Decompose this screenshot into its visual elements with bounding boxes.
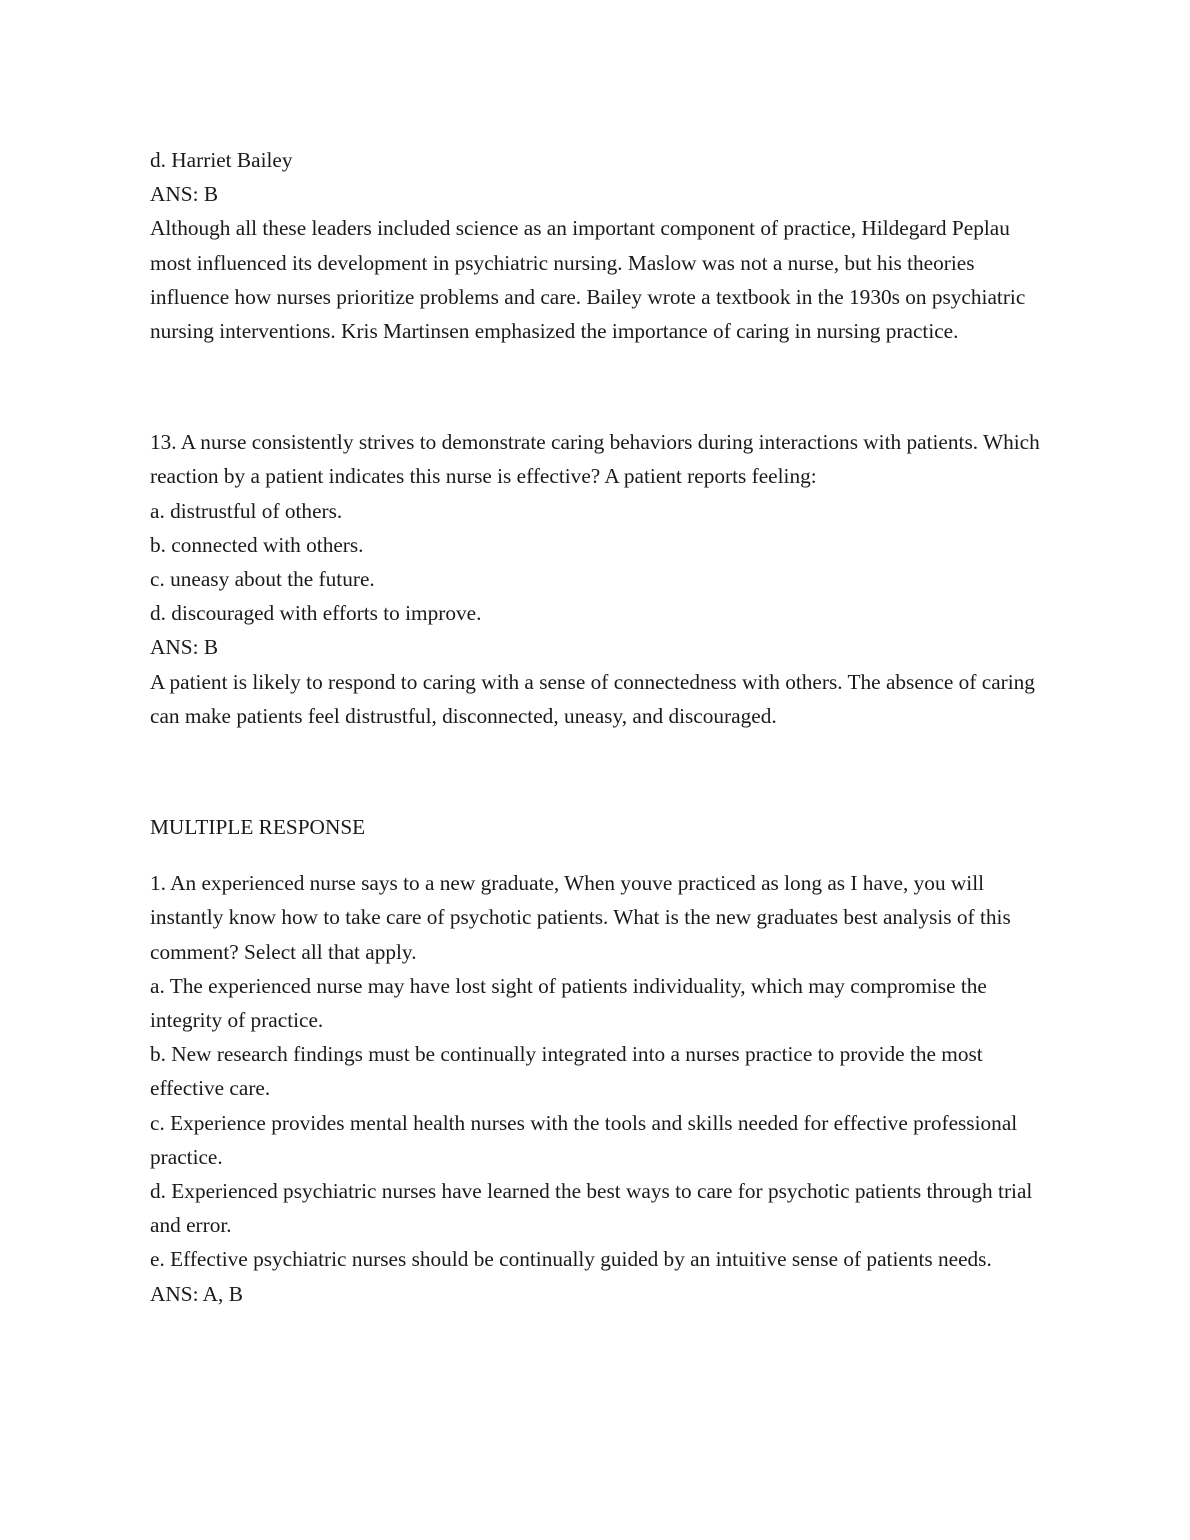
q13-choice-d: d. discouraged with efforts to improve. — [150, 601, 482, 626]
mr1-choice-b: b. New research findings must be continually integrated into a nurses practice to provide the most effective care. — [150, 1042, 983, 1101]
mr1-choice-a: a. The experienced nurse may have lost sight of patients individuality, which may compromise the integrity of practice. — [150, 973, 987, 1033]
spacer — [150, 348, 1050, 425]
prev-choice-d: d. Harriet Bailey — [150, 148, 293, 172]
q13-choice-b: b. connected with others. — [150, 532, 364, 557]
spacer — [150, 733, 1050, 810]
mr1-choice-e: e. Effective psychiatric nurses should be continually guided by an intuitive sense of patients needs. — [150, 1247, 992, 1272]
mr1-choice-c: c. Experience provides mental health nurses with the tools and skills needed for effective professional practice. — [150, 1110, 1018, 1169]
q13-rationale: A patient is likely to respond to caring with a sense of connectedness with others. The absence of caring can make patients feel distrustful, disconnected, uneasy, and discouraged. — [150, 669, 1035, 728]
q13-stem: 13. A nurse consistently strives to demonstrate caring behaviors during interactions with patients. Which reaction by a patient indicates this nurse is effective? A patient reports feeling: — [150, 430, 1040, 489]
section-heading: MULTIPLE RESPONSE — [150, 815, 366, 840]
prev-rationale: Although all these leaders included science as an important component of practice, Hildegard Peplau most influenced its development in psychiatric nursing. Maslow was not a nurse, but his theories influence how nurses prioritize problems and care. Bailey wrote a textbook in the 1930s on psychiatric nursing interventions. Kris Martinsen emphasized the importance of caring in nursing practice. — [150, 216, 1026, 344]
prev-answer: ANS: B — [150, 182, 219, 207]
document-page — [150, 143, 1050, 1311]
spacer — [150, 844, 1050, 866]
mr1-answer: ANS: A, B — [150, 1281, 243, 1306]
q13-answer: ANS: B — [150, 635, 219, 660]
q13-choice-a: a. distrustful of others. — [150, 498, 343, 523]
mr1-stem: 1. An experienced nurse says to a new graduate, When youve practiced as long as I have, you will instantly know how to take care of psychotic patients. What is the new graduates best analysis of this comment? Select all that apply. — [150, 871, 1011, 964]
mr1-choice-d: d. Experienced psychiatric nurses have learned the best ways to care for psychotic patients through trial and error. — [150, 1179, 1033, 1238]
q13-choice-c: c. uneasy about the future. — [150, 567, 375, 592]
